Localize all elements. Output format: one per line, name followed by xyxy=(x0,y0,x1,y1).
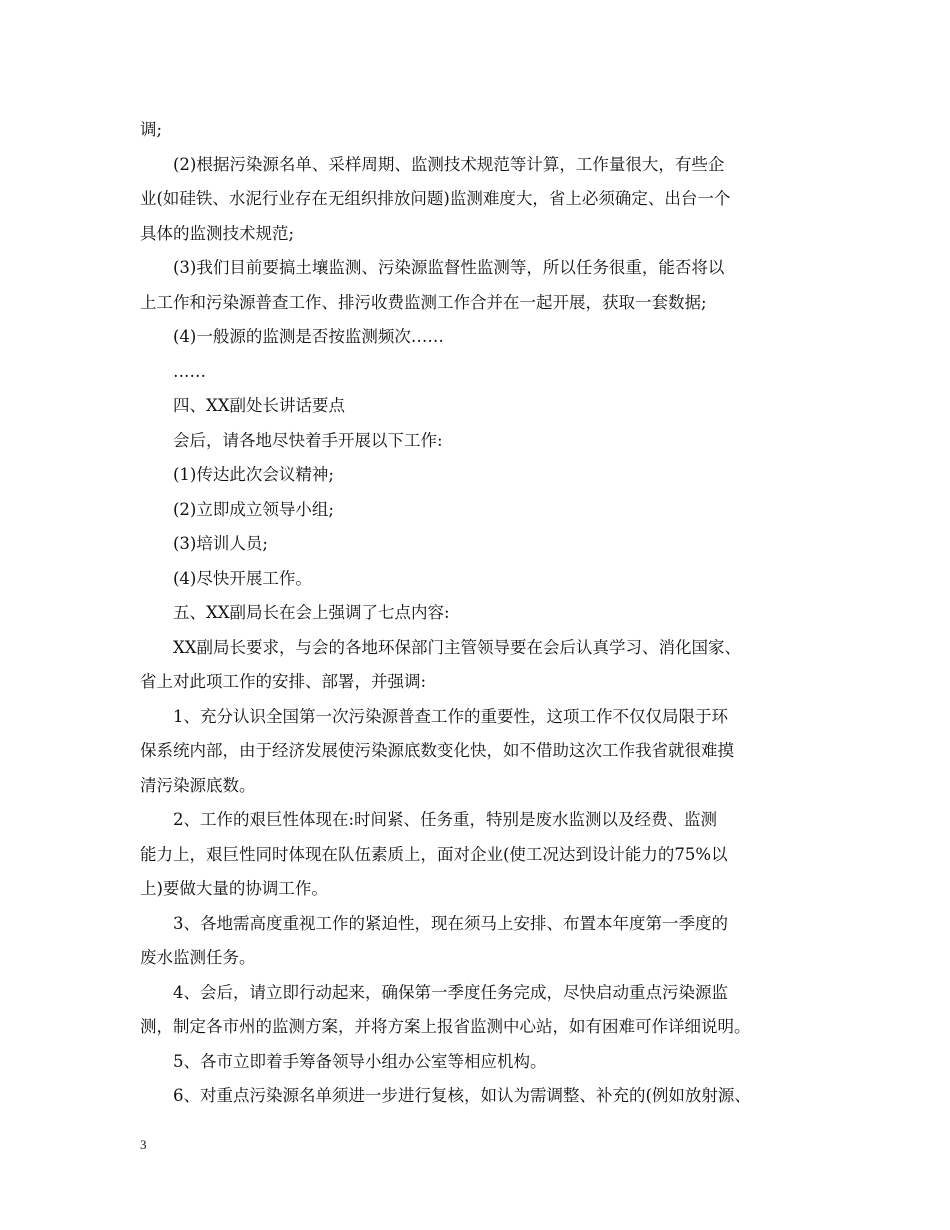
text-line: 调; xyxy=(140,120,163,139)
text-line: XX副局长要求，与会的各地环保部门主管领导要在会后认真学习、消化国家、 xyxy=(173,637,741,657)
text-line: 能力上，艰巨性同时体现在队伍素质上，面对企业(使工况达到设计能力的75%以 xyxy=(140,844,728,864)
section-heading: 五、XX副局长在会上强调了七点内容: xyxy=(173,603,450,622)
text-line: 4、会后，请立即行动起来，确保第一季度任务完成，尽快启动重点污染源监 xyxy=(173,982,728,1002)
text-line: (2)立即成立领导小组; xyxy=(173,499,334,519)
text-line: 6、对重点污染源名单须进一步进行复核，如认为需调整、补充的(例如放射源、 xyxy=(173,1086,751,1105)
text-line: …… xyxy=(173,361,206,381)
text-line: (1)传达此次会议精神; xyxy=(173,465,334,484)
text-line: 省上对此项工作的安排、部署，并强调: xyxy=(140,672,427,691)
text-line: (4)尽快开展工作。 xyxy=(173,568,312,588)
body-text xyxy=(140,113,820,1114)
page-number: 3 xyxy=(140,1137,147,1152)
text-line: 具体的监测技术规范; xyxy=(140,223,295,243)
text-line: 1、充分认识全国第一次污染源普查工作的重要性，这项工作不仅仅局限于环 xyxy=(173,706,728,726)
text-line: (3)我们目前要搞土壤监测、污染源监督性监测等，所以任务很重，能否将以 xyxy=(173,258,725,277)
text-line: 上工作和污染源普查工作、排污收费监测工作合并在一起开展，获取一套数据; xyxy=(140,292,707,312)
text-line: 保系统内部，由于经济发展使污染源底数变化快，如不借助这次工作我省就很难摸 xyxy=(140,741,734,760)
text-line: 业(如硅铁、水泥行业存在无组织排放问题)监测难度大，省上必须确定、出台一个 xyxy=(140,189,731,208)
section-heading: 四、XX副处长讲话要点 xyxy=(173,396,345,415)
text-line: 会后，请各地尽快着手开展以下工作: xyxy=(173,430,443,450)
text-line: (2)根据污染源名单、采样周期、监测技术规范等计算，工作量很大，有些企 xyxy=(173,154,725,174)
text-line: 5、各市立即着手筹备领导小组办公室等相应机构。 xyxy=(173,1051,547,1071)
text-line: 2、工作的艰巨性体现在:时间紧、任务重，特别是废水监测以及经费、监测 xyxy=(173,810,718,829)
text-line: 废水监测任务。 xyxy=(140,948,256,967)
text-line: 上)要做大量的协调工作。 xyxy=(140,879,328,898)
text-line: 3、各地需高度重视工作的紧迫性，现在须马上安排、布置本年度第一季度的 xyxy=(173,913,728,933)
text-line: 清污染源底数。 xyxy=(140,775,256,795)
text-line: (3)培训人员; xyxy=(173,534,268,553)
text-line: 测，制定各市州的监测方案，并将方案上报省监测中心站，如有困难可作详细说明。 xyxy=(140,1017,751,1036)
text-line: (4)一般源的监测是否按监测频次…… xyxy=(173,327,444,346)
